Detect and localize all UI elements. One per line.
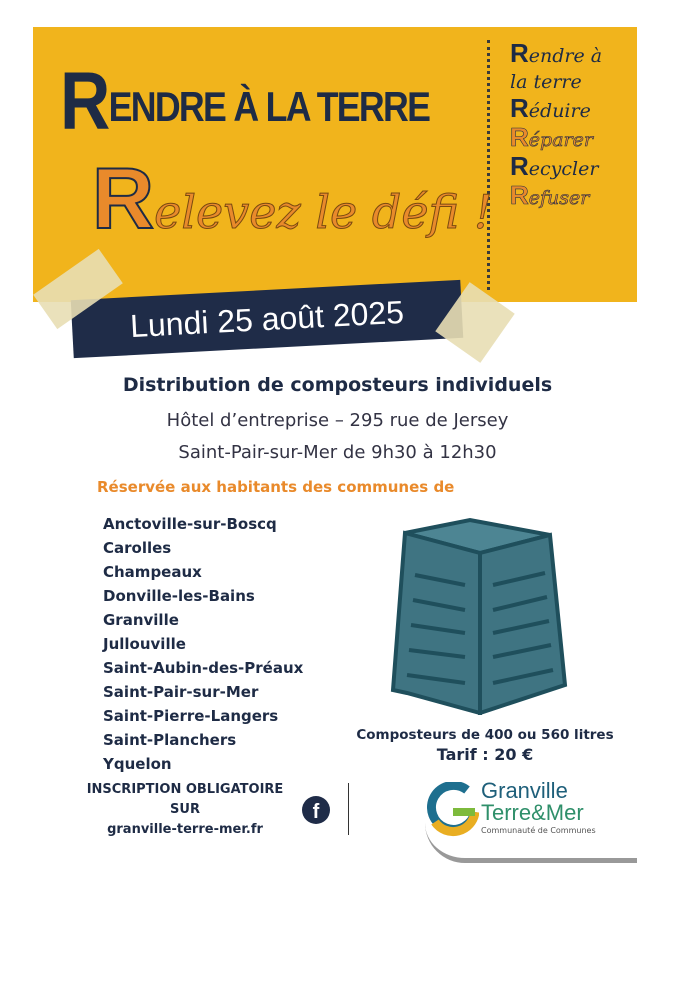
granville-terre-mer-logo: Granville Terre&Mer Communauté de Communes (425, 772, 637, 863)
r-item: Réduire (510, 93, 591, 123)
main-title: RENDRE À LA TERRE (60, 56, 430, 147)
commune-item: Saint-Pair-sur-Mer (103, 683, 259, 701)
event-address: Hôtel d’entreprise – 295 rue de Jersey (166, 410, 509, 431)
logo-g-icon (427, 782, 479, 838)
inscription-line: INSCRIPTION OBLIGATOIRE (86, 782, 284, 797)
reserved-label: Réservée aux habitants des communes de (97, 478, 455, 496)
commune-item: Carolles (103, 539, 172, 557)
commune-item: Saint-Aubin-des-Préaux (103, 659, 304, 677)
inscription-block (80, 780, 290, 840)
r-item: Recycler (510, 151, 599, 181)
commune-item: Granville (103, 611, 179, 629)
r-item: Réparer (510, 122, 593, 152)
website-link[interactable]: granville-terre-mer.fr (107, 822, 263, 837)
event-heading: Distribution de composteurs individuels (122, 374, 553, 396)
date-ribbon: Lundi 25 août 2025 (71, 280, 464, 358)
composter-price: Tarif : 20 € (436, 745, 534, 764)
commune-item: Jullouville (103, 635, 186, 653)
commune-item: Yquelon (103, 755, 172, 773)
r-item: Rendre à (510, 38, 603, 68)
divider (348, 783, 349, 835)
communes-list (103, 512, 303, 776)
commune-item: Donville-les-Bains (103, 587, 255, 605)
commune-item: Anctoville-sur-Boscq (103, 515, 277, 533)
facebook-icon[interactable]: f (302, 796, 330, 824)
composter-sizes: Composteurs de 400 ou 560 litres (356, 727, 614, 743)
inscription-line: SUR (170, 802, 200, 817)
composter-icon (385, 515, 575, 715)
r-item: la terre (510, 71, 582, 93)
composter-info (340, 726, 630, 764)
commune-item: Saint-Planchers (103, 731, 237, 749)
subtitle: Relevez le défi ! (92, 151, 493, 247)
commune-item: Champeaux (103, 563, 202, 581)
five-r-list (510, 40, 602, 211)
event-time: Saint-Pair-sur-Mer de 9h30 à 12h30 (178, 442, 497, 463)
commune-item: Saint-Pierre-Langers (103, 707, 279, 725)
r-item: Refuser (510, 180, 590, 210)
